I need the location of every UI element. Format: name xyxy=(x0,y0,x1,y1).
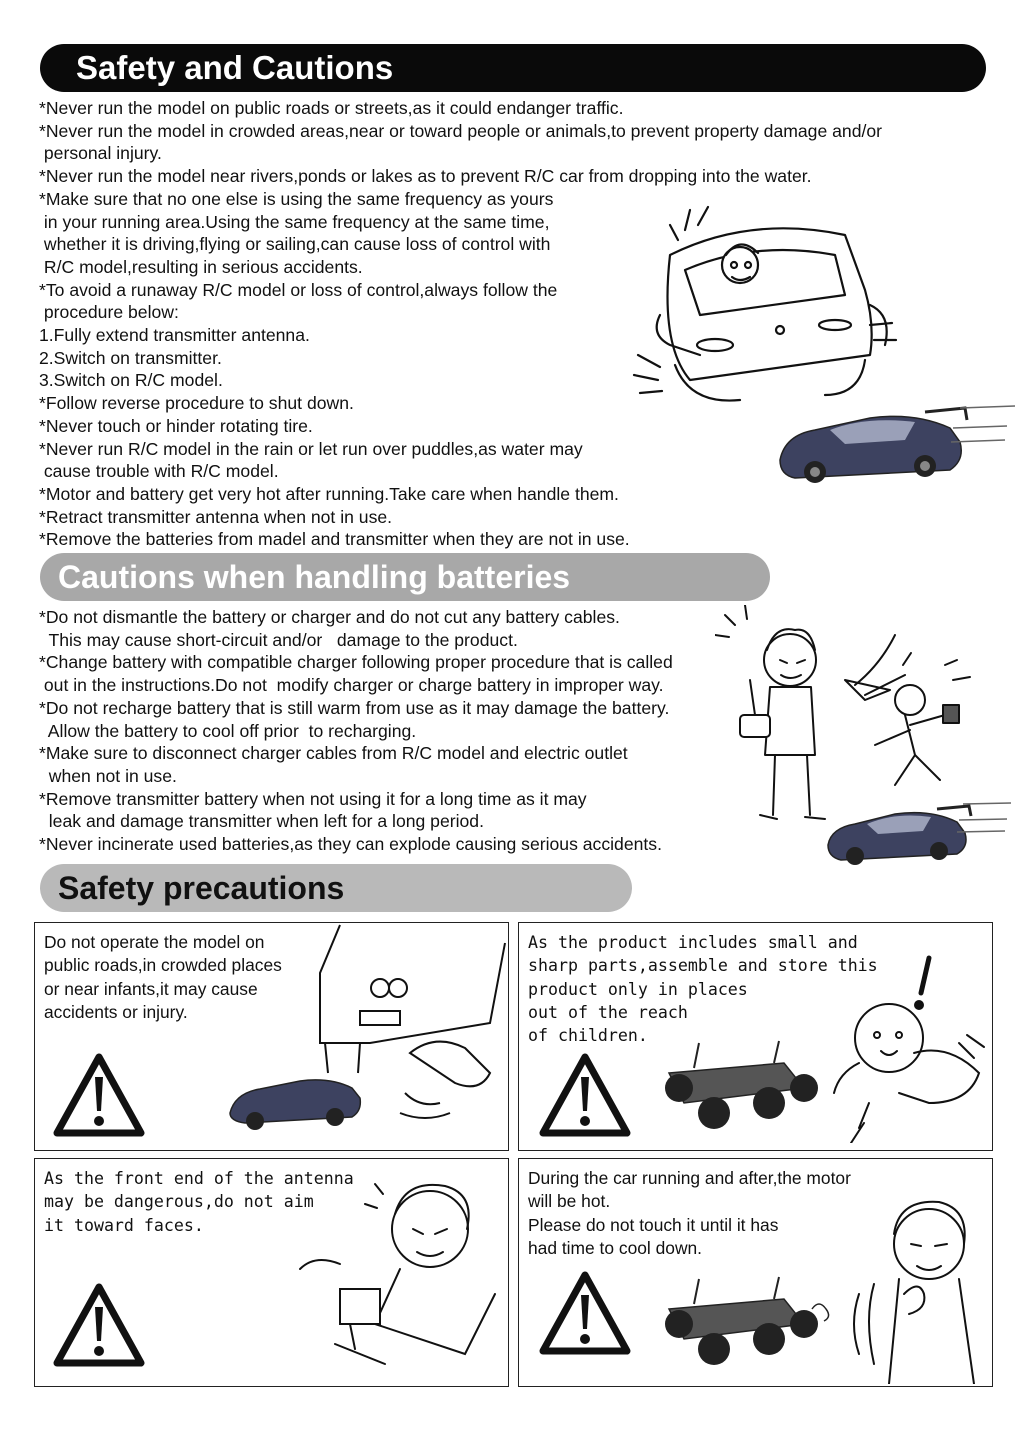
list-item: *To avoid a runaway R/C model or loss of control,always follow the xyxy=(39,279,558,300)
boy-with-transmitter-icon xyxy=(715,605,980,830)
list-item: *Never run the model in crowded areas,near or toward people or animals,to prevent property damage and/or xyxy=(39,120,883,141)
list-item: whether it is driving,flying or sailing,can cause loss of control with xyxy=(39,234,551,255)
list-item: *Do not recharge battery that is still warm from use as it may damage the battery. xyxy=(39,697,670,718)
precaution-panel-roads xyxy=(34,922,509,1151)
rc-car-icon xyxy=(775,400,1015,492)
list-item: procedure below: xyxy=(39,302,179,323)
list-item: 2.Switch on transmitter. xyxy=(39,347,222,368)
battery-cautions-list xyxy=(39,606,673,856)
list-item: *Never run the model near rivers,ponds or lakes as to prevent R/C car from dropping into the water. xyxy=(39,166,812,187)
list-item: *Change battery with compatible charger following proper procedure that is called xyxy=(39,652,673,673)
panel-text: During the car running and after,the motor will be hot. Please do not touch it until it has had time to cool down. xyxy=(528,1168,851,1258)
buggy-icon xyxy=(654,1033,824,1143)
battery-cautions-title: Cautions when handling batteries xyxy=(40,553,770,601)
list-item: leak and damage transmitter when left for a long period. xyxy=(39,811,484,832)
list-item: 1.Fully extend transmitter antenna. xyxy=(39,325,310,346)
list-item: *Do not dismantle the battery or charger and do not cut any battery cables. xyxy=(39,607,620,627)
list-item: *Remove transmitter battery when not using it for a long time as it may xyxy=(39,788,587,809)
list-item: *Never incinerate used batteries,as they can explode causing serious accidents. xyxy=(39,834,662,855)
buggy-icon xyxy=(654,1269,834,1379)
list-item: in your running area.Using the same frequency at the same time, xyxy=(39,211,550,232)
panel-text: As the product includes small and sharp parts,assemble and store this product only in places out of the reach of children. xyxy=(528,933,878,1046)
precaution-panel-hot-motor xyxy=(518,1158,993,1387)
warning-triangle-icon xyxy=(537,1269,633,1357)
warning-triangle-icon xyxy=(537,1051,633,1139)
list-item: *Motor and battery get very hot after running.Take care when handle them. xyxy=(39,483,619,504)
precaution-panel-antenna xyxy=(34,1158,509,1387)
list-item: *Retract transmitter antenna when not in use. xyxy=(39,506,393,527)
panel-text: Do not operate the model on public roads,in crowded places or near infants,it may cause accidents or injury. xyxy=(44,932,282,1022)
list-item: Allow the battery to cool off prior to recharging. xyxy=(39,720,417,741)
precaution-panel-children xyxy=(518,922,993,1151)
car-and-foot-icon xyxy=(220,923,509,1150)
list-item: *Never touch or hinder rotating tire. xyxy=(39,415,313,436)
boy-antenna-icon xyxy=(295,1174,505,1384)
list-item: *Remove the batteries from madel and transmitter when they are not in use. xyxy=(39,529,630,550)
list-item: personal injury. xyxy=(39,143,162,164)
safety-precautions-title: Safety precautions xyxy=(40,864,632,912)
safety-cautions-title: Safety and Cautions xyxy=(40,44,986,92)
list-item: *Make sure that no one else is using the same frequency as yours xyxy=(39,188,554,209)
list-item: *Never run the model on public roads or streets,as it could endanger traffic. xyxy=(39,98,624,118)
rc-car-icon xyxy=(823,800,1013,870)
panel-text: As the front end of the antenna may be dangerous,do not aim it toward faces. xyxy=(44,1169,354,1235)
baby-icon xyxy=(829,943,989,1143)
list-item: *Follow reverse procedure to shut down. xyxy=(39,393,354,414)
warning-triangle-icon xyxy=(51,1281,147,1369)
list-item: out in the instructions.Do not modify charger or charge battery in improper way. xyxy=(39,675,664,696)
list-item: R/C model,resulting in serious accidents. xyxy=(39,256,363,277)
warning-triangle-icon xyxy=(51,1051,147,1139)
cartoon-car-icon xyxy=(630,195,900,415)
list-item: 3.Switch on R/C model. xyxy=(39,370,223,391)
list-item: when not in use. xyxy=(39,765,177,786)
list-item: cause trouble with R/C model. xyxy=(39,461,279,482)
list-item: *Never run R/C model in the rain or let run over puddles,as water may xyxy=(39,438,583,459)
list-item: This may cause short-circuit and/or damage to the product. xyxy=(39,629,518,650)
boy-hot-icon xyxy=(849,1184,989,1384)
list-item: *Make sure to disconnect charger cables from R/C model and electric outlet xyxy=(39,743,628,764)
